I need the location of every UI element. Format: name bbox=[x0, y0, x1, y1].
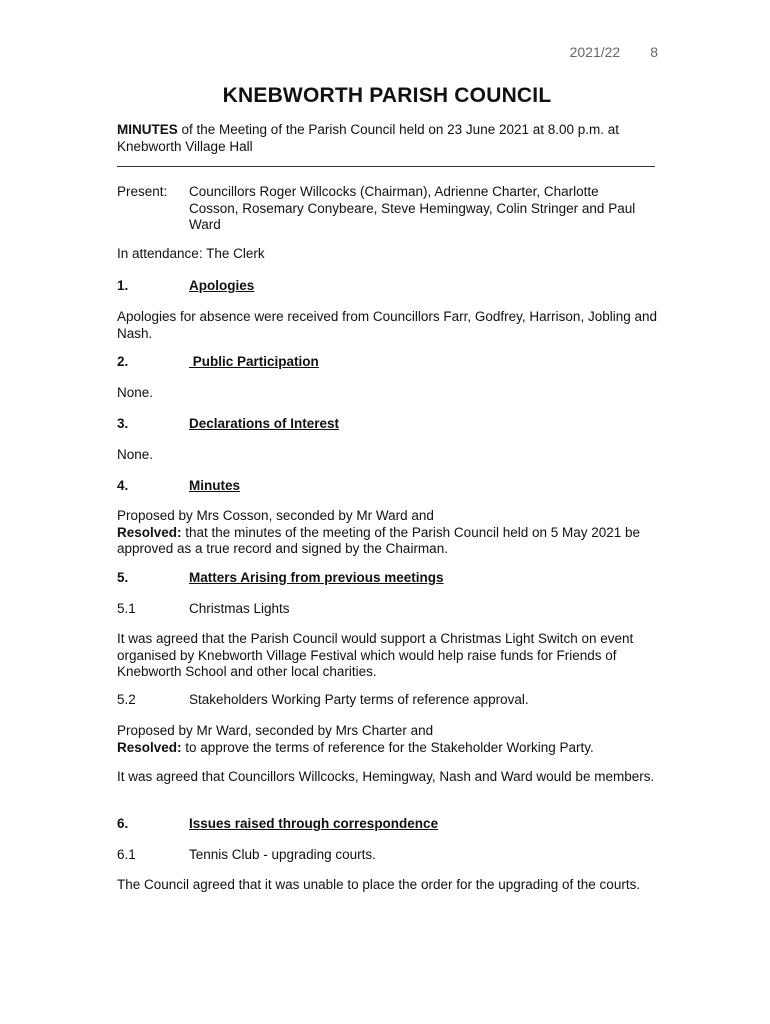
section-3-text: None. bbox=[117, 447, 154, 462]
intro-text: of the Meeting of the Parish Council held on 23 June 2021 at 8.00 p.m. at Knebworth Village Hall bbox=[117, 122, 620, 154]
section-4-number: 4. bbox=[117, 478, 129, 493]
section-6-number: 6. bbox=[117, 816, 129, 831]
section-2-number: 2. bbox=[117, 354, 129, 369]
item-5-2-text: It was agreed that Councillors Willcocks, Hemingway, Nash and Ward would be members. bbox=[117, 769, 655, 784]
item-5-2-resolution-block bbox=[117, 723, 657, 756]
item-6-1-text: The Council agreed that it was unable to place the order for the upgrading of the courts. bbox=[117, 877, 641, 892]
section-4-resolved-label: Resolved: bbox=[117, 524, 182, 540]
item-5-2-resolved-label: Resolved: bbox=[117, 739, 182, 755]
item-5-2-resolved-text: to approve the terms of reference for the Stakeholder Working Party. bbox=[181, 739, 594, 755]
item-5-1-number: 5.1 bbox=[117, 601, 136, 616]
section-6-title: Issues raised through correspondence bbox=[189, 816, 439, 831]
item-6-1-number: 6.1 bbox=[117, 847, 136, 862]
section-4-proposal: Proposed by Mrs Cosson, seconded by Mr Ward and bbox=[117, 508, 434, 523]
section-4-title: Minutes bbox=[189, 478, 241, 493]
item-5-1-text: It was agreed that the Parish Council would support a Christmas Light Switch on event organised by Knebworth Village Festival which would help raise funds for Friends of Knebworth School and other local charities. bbox=[117, 631, 634, 679]
section-3-title: Declarations of Interest bbox=[189, 416, 340, 431]
section-5-number: 5. bbox=[117, 570, 129, 585]
section-1-title: Apologies bbox=[189, 278, 255, 293]
section-4-resolved-text: that the minutes of the meeting of the Parish Council held on 5 May 2021 be approved as a true record and signed by the Chairman. bbox=[117, 524, 641, 556]
attendance: In attendance: The Clerk bbox=[117, 246, 265, 261]
item-6-1-title: Tennis Club - upgrading courts. bbox=[189, 847, 376, 862]
section-2-title: Public Participation bbox=[189, 354, 319, 369]
present-text: Councillors Roger Willcocks (Chairman), Adrienne Charter, Charlotte Cosson, Rosemary Conybeare, Steve Hemingway, Colin Stringer and Paul Ward bbox=[189, 184, 636, 232]
page-header bbox=[540, 44, 658, 60]
page-title: KNEBWORTH PARISH COUNCIL bbox=[222, 84, 552, 107]
present-label: Present: bbox=[117, 184, 168, 199]
section-5-title: Matters Arising from previous meetings bbox=[189, 570, 444, 585]
intro-paragraph bbox=[117, 122, 657, 155]
item-5-1-title: Christmas Lights bbox=[189, 601, 290, 616]
section-2-text: None. bbox=[117, 385, 154, 400]
section-1-text: Apologies for absence were received from Councillors Farr, Godfrey, Harrison, Jobling and Nash. bbox=[117, 309, 657, 341]
header-page-number: 8 bbox=[650, 44, 658, 60]
section-3-number: 3. bbox=[117, 416, 129, 431]
item-5-2-number: 5.2 bbox=[117, 692, 136, 707]
item-5-2-title: Stakeholders Working Party terms of reference approval. bbox=[189, 692, 529, 707]
section-4-resolution bbox=[117, 525, 657, 558]
intro-bold: MINUTES bbox=[117, 122, 178, 137]
item-5-2-resolution bbox=[117, 740, 657, 757]
divider bbox=[117, 166, 655, 167]
item-5-2-proposal: Proposed by Mr Ward, seconded by Mrs Charter and bbox=[117, 723, 434, 738]
section-1-number: 1. bbox=[117, 278, 129, 293]
header-year: 2021/22 bbox=[569, 44, 621, 60]
section-4-text bbox=[117, 508, 657, 558]
